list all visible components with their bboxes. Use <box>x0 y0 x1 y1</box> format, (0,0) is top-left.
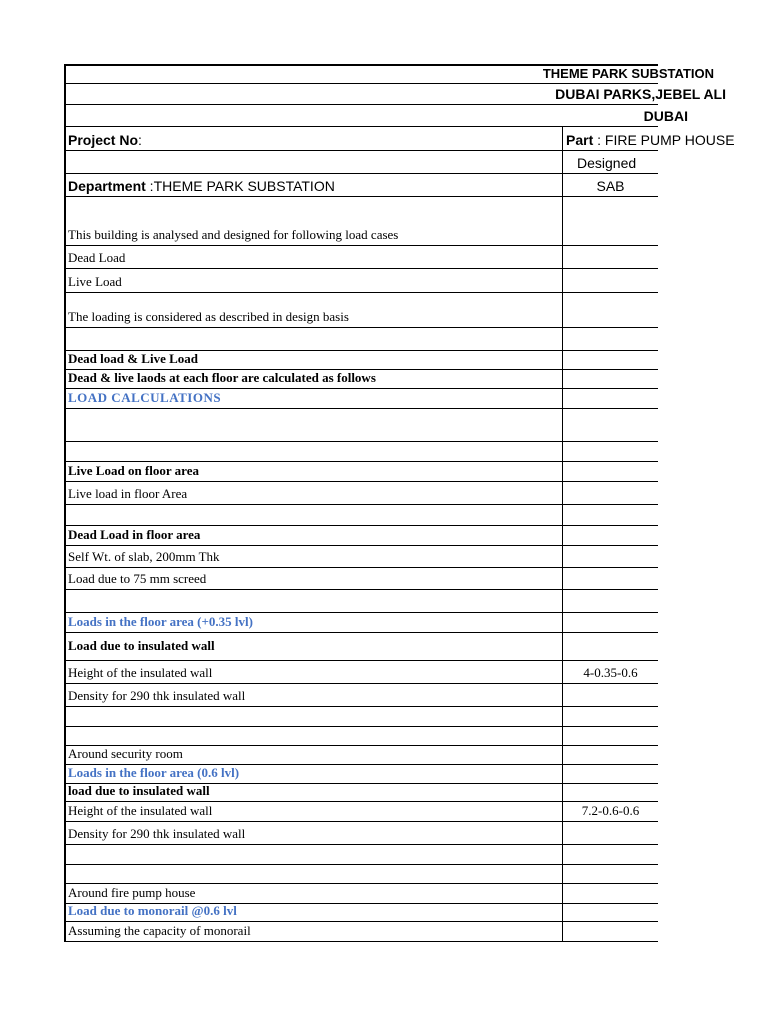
table-row: Around fire pump house <box>64 884 658 904</box>
table-row <box>64 389 658 409</box>
designed-row <box>64 151 658 174</box>
project-no: Project No: <box>68 132 142 148</box>
table-row: Density for 290 thk insulated wall <box>64 822 658 845</box>
table-row <box>64 505 658 526</box>
table-row <box>64 845 658 865</box>
table-row <box>64 442 658 462</box>
department-row <box>64 174 658 197</box>
table-row: Density for 290 thk insulated wall <box>64 684 658 707</box>
table-row: Loads in the floor area (+0.35 lvl) <box>64 613 658 633</box>
title-line-3: DUBAI <box>643 108 688 124</box>
table-row: Around security room <box>64 746 658 765</box>
table-row: Self Wt. of slab, 200mm Thk <box>64 546 658 568</box>
table-row: Assuming the capacity of monorail <box>64 922 658 942</box>
table-row: Dead Load <box>64 246 658 269</box>
title-row-3 <box>64 105 688 127</box>
table-row: Height of the insulated wall 4-0.35-0.6 <box>64 661 658 684</box>
title-line-1: THEME PARK SUBSTATION <box>542 66 714 81</box>
title-row-2 <box>64 84 726 105</box>
table-row: The loading is considered as described in design basis <box>64 293 658 328</box>
table-row <box>64 590 658 613</box>
table-row <box>64 727 658 746</box>
table-row <box>64 707 658 727</box>
table-row: Live load in floor Area <box>64 482 658 505</box>
table-row: Load due to monorail @0.6 lvl <box>64 904 658 922</box>
sheet-left-border <box>64 64 66 942</box>
load-calculations-heading: LOAD CALCULATIONS <box>68 390 222 405</box>
table-row: Height of the insulated wall 7.2-0.6-0.6 <box>64 802 658 822</box>
table-row: Live Load on floor area <box>64 462 658 482</box>
table-row: Load due to insulated wall <box>64 633 658 661</box>
title-line-2: DUBAI PARKS,JEBEL ALI <box>555 86 726 102</box>
spreadsheet <box>64 64 735 942</box>
table-row <box>64 328 658 351</box>
table-row: Dead & live laods at each floor are calculated as follows <box>64 370 658 389</box>
table-row: This building is analysed and designed for following load cases <box>64 197 658 246</box>
table-row: load due to insulated wall <box>64 784 658 802</box>
table-row <box>64 409 658 442</box>
sheet-top-border <box>64 64 658 66</box>
table-row: Loads in the floor area (0.6 lvl) <box>64 765 658 784</box>
table-row: Dead load & Live Load <box>64 351 658 370</box>
table-row <box>64 865 658 884</box>
title-row-1 <box>64 64 714 84</box>
designer-initials: SAB <box>596 178 625 194</box>
table-row: Dead Load in floor area <box>64 526 658 546</box>
project-row <box>64 127 735 151</box>
table-row: Live Load <box>64 269 658 293</box>
designed-label: Designed <box>577 155 637 171</box>
part-label: Part : FIRE PUMP HOUSE <box>566 132 735 148</box>
department: Department :THEME PARK SUBSTATION <box>68 178 335 194</box>
table-row: Load due to 75 mm screed <box>64 568 658 590</box>
